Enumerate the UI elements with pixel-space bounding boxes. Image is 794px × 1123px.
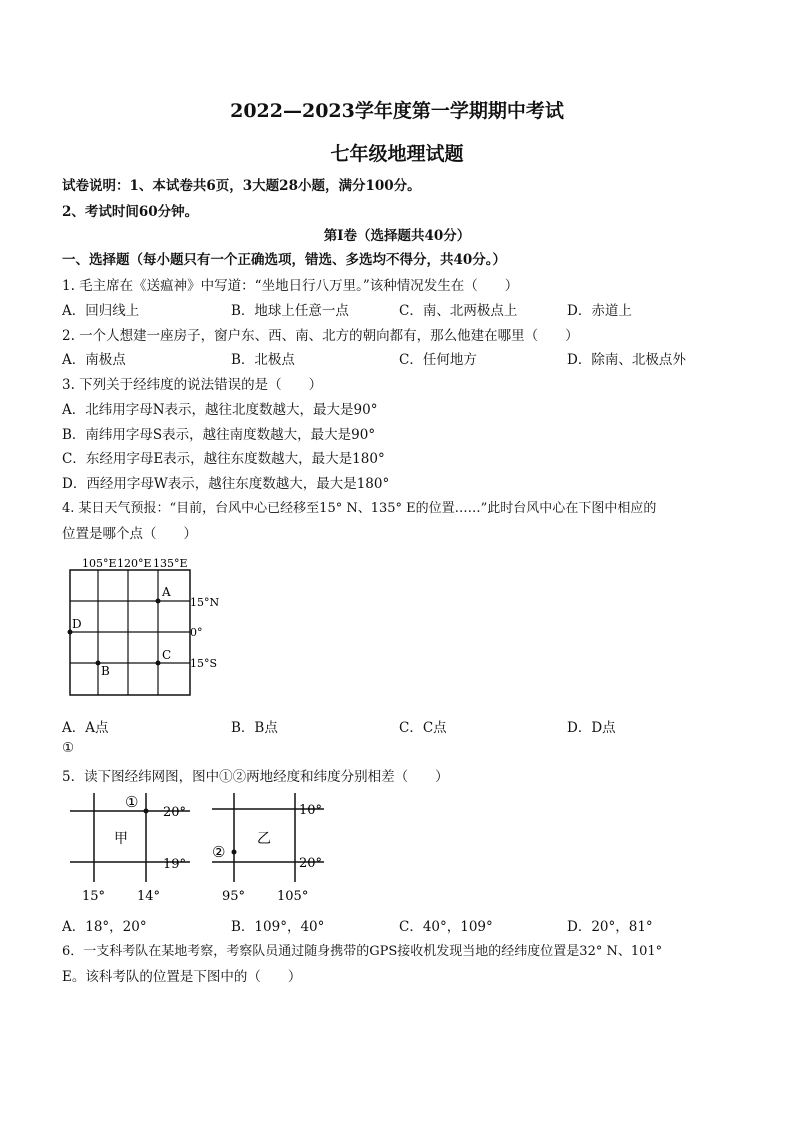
lon-label-120e: 120°E (117, 557, 152, 570)
part-title: 第Ⅰ卷（选择题共40分） (323, 228, 471, 244)
question-6-stem-line-2: E。该科考队的位置是下图中的（ ） (62, 969, 302, 985)
question-2-stem: 2. 一个人想建一座房子，窗户东、西、南、北方的朝向都有，那么他建在哪里（ ） (62, 328, 579, 344)
lon-label-135e: 135°E (153, 557, 188, 570)
point-a-label: A (162, 585, 171, 599)
right-lon-label-95: 95° (222, 889, 246, 904)
left-lon-label-15: 15° (82, 889, 106, 904)
q5-option-b[interactable]: B．109°，40° (231, 919, 325, 935)
point-a-dot (156, 599, 161, 604)
instructions-line-2: 2、考试时间60分钟。 (62, 204, 199, 220)
question-4-stem-line-2: 位置是哪个点（ ） (62, 526, 197, 542)
marker-2-dot (232, 850, 237, 855)
marker-2-label: ② (212, 843, 226, 861)
right-lon-label-105: 105° (277, 889, 309, 904)
point-b-label: B (101, 664, 110, 678)
marker-1-label: ① (125, 793, 139, 811)
grid-jia-label: 甲 (114, 831, 128, 847)
q1-option-b[interactable]: B．地球上任意一点 (231, 303, 349, 319)
q3-option-a[interactable]: A．北纬用字母N表示，越往北度数越大，最大是90° (62, 402, 378, 418)
exam-title: 2022—2023学年度第一学期期中考试 (230, 100, 564, 122)
stray-circled-mark: ① (62, 740, 75, 756)
question-6-stem-line-1: 6．一支科考队在某地考察，考察队员通过随身携带的GPS接收机发现当地的经纬度位置是32° N、101° (62, 944, 663, 959)
q4-lat-lon-grid-figure (60, 550, 230, 700)
q3-option-c[interactable]: C．东经用字母E表示，越往东度数越大，最大是180° (62, 451, 385, 467)
instructions-line-1: 试卷说明：1、本试卷共6页，3大题28小题，满分100分。 (62, 178, 421, 194)
section-header: 一、选择题（每小题只有一个正确选项，错选、多选均不得分，共40分。） (62, 252, 507, 268)
question-5-stem: 5．读下图经纬网图，图中①②两地经度和纬度分别相差（ ） (62, 769, 449, 785)
point-c-label: C (162, 648, 172, 662)
q4-option-d[interactable]: D．D点 (567, 720, 616, 736)
q3-option-d[interactable]: D．西经用字母W表示，越往东度数越大，最大是180° (62, 476, 390, 492)
lon-label-105e: 105°E (82, 557, 117, 570)
lat-label-15n: 15°N (190, 596, 220, 609)
q1-option-c[interactable]: C．南、北两极点上 (399, 303, 518, 319)
left-lat-label-19: 19° (163, 857, 187, 872)
right-lat-label-20: 20° (299, 856, 323, 871)
q2-option-d[interactable]: D．除南、北极点外 (567, 352, 686, 368)
q5-option-c[interactable]: C．40°，109° (399, 919, 493, 935)
point-b-dot (96, 661, 101, 666)
point-d-label: D (72, 617, 82, 631)
question-3-stem: 3. 下列关于经纬度的说法错误的是（ ） (62, 377, 323, 393)
q4-option-a[interactable]: A．A点 (62, 720, 109, 736)
q2-option-c[interactable]: C．任何地方 (399, 352, 477, 368)
q1-option-a[interactable]: A．回归线上 (62, 303, 140, 319)
right-lat-label-10: 10° (299, 803, 323, 818)
q5-right-grid (212, 793, 324, 904)
q5-grid-figure (62, 788, 342, 908)
q4-option-c[interactable]: C．C点 (399, 720, 447, 736)
lat-label-0: 0° (190, 626, 203, 639)
q5-option-d[interactable]: D．20°，81° (567, 919, 653, 935)
q1-option-d[interactable]: D．赤道上 (567, 303, 632, 319)
marker-1-dot (144, 809, 149, 814)
exam-subtitle: 七年级地理试题 (330, 143, 464, 165)
q2-option-b[interactable]: B．北极点 (231, 352, 295, 368)
grid-yi-label: 乙 (257, 831, 271, 847)
point-c-dot (156, 661, 161, 666)
q5-option-a[interactable]: A．18°，20° (62, 919, 147, 935)
left-lon-label-14: 14° (137, 889, 161, 904)
q5-left-grid (70, 793, 190, 904)
left-lat-label-20: 20° (163, 805, 187, 820)
question-4-stem-line-1: 4. 某日天气预报：“目前，台风中心已经移至15° N、135° E的位置……”此时台风中心在下图中相应的 (62, 501, 657, 516)
question-1-stem: 1. 毛主席在《送瘟神》中写道：“坐地日行八万里。”该种情况发生在（ ） (62, 278, 519, 294)
q2-option-a[interactable]: A．南极点 (62, 352, 126, 368)
lat-label-15s: 15°S (190, 657, 218, 670)
q3-option-b[interactable]: B．南纬用字母S表示，越往南度数越大，最大是90° (62, 427, 376, 443)
q4-option-b[interactable]: B．B点 (231, 720, 278, 736)
